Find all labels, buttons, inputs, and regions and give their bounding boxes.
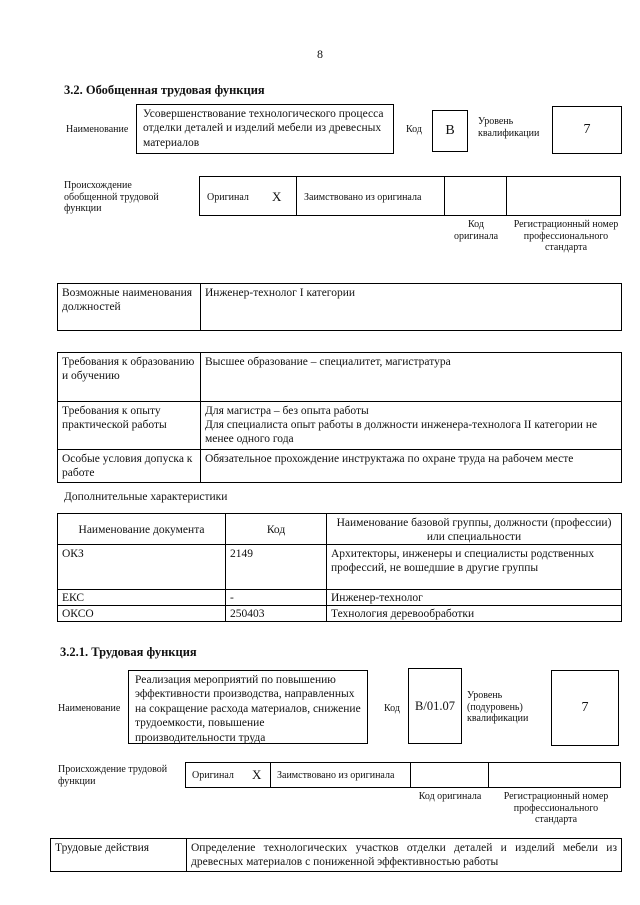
req-experience-line-1: Для магистра – без опыта работы bbox=[205, 405, 369, 417]
labor-actions-value: Определение технологических участков отделки деталей и изделий мебели из древесных материалов с пониженной эффективностью работы bbox=[186, 838, 622, 872]
extra-characteristics-title: Дополнительные характеристики bbox=[64, 491, 228, 503]
reg-number-caption: Регистрационный номер профессионального стандарта bbox=[513, 219, 619, 253]
original-mark: X bbox=[272, 189, 282, 204]
section-title: 3.2. Обобщенная трудовая функция bbox=[64, 83, 265, 97]
req-experience-line-2: Для специалиста опыт работы в должности инженера-технолога II категории не менее одного года bbox=[205, 419, 598, 446]
table-row-okz-name: Архитекторы, инженеры и специалисты родственных профессий, не вошедшие в другие группы bbox=[326, 544, 622, 590]
positions-label: Возможные наименования должностей bbox=[57, 283, 201, 331]
tf-original-mark: X bbox=[252, 767, 262, 782]
name-label: Наименование bbox=[66, 124, 129, 135]
tf-name-label: Наименование bbox=[58, 703, 121, 714]
table-row-okz-code: 2149 bbox=[225, 544, 327, 590]
req-experience-value bbox=[200, 401, 622, 450]
function-name-box: Усовершенствование технологического процесса отделки деталей и изделий мебели из древесных материалов bbox=[136, 104, 394, 154]
table-row-okz-doc: ОКЗ bbox=[57, 544, 226, 590]
req-experience-label: Требования к опыту практической работы bbox=[57, 401, 201, 450]
req-education-value: Высшее образование – специалитет, магистратура bbox=[200, 352, 622, 402]
tf-name-box: Реализация мероприятий по повышению эффективности производства, направленных на сокращение расхода материалов, снижение трудоемкости, повышение производительности труда bbox=[128, 670, 368, 744]
table-row-okso-name: Технология деревообработки bbox=[326, 605, 622, 622]
code-label: Код bbox=[406, 124, 422, 135]
special-conditions-value: Обязательное прохождение инструктажа по охране труда на рабочем месте bbox=[200, 449, 622, 483]
tf-code-label: Код bbox=[384, 703, 400, 714]
page-number: 8 bbox=[317, 47, 323, 61]
origin-label: Происхождение обобщенной трудовой функции bbox=[64, 180, 159, 214]
positions-value: Инженер-технолог I категории bbox=[200, 283, 622, 331]
original-label: Оригинал bbox=[207, 192, 249, 203]
tf-original-label: Оригинал bbox=[192, 770, 234, 781]
tf-reg-number-caption: Регистрационный номер профессионального стандарта bbox=[503, 791, 609, 825]
tf-level-label: Уровень (подуровень) квалификации bbox=[467, 690, 529, 724]
table-header-doc: Наименование документа bbox=[57, 513, 226, 545]
table-row-okso-code: 250403 bbox=[225, 605, 327, 622]
level-label: Уровень квалификации bbox=[478, 116, 540, 139]
tf-code-value: B/01.07 bbox=[408, 668, 462, 744]
subsection-title: 3.2.1. Трудовая функция bbox=[60, 645, 197, 659]
table-row-okso-doc: ОКСО bbox=[57, 605, 226, 622]
code-original-caption: Код оригинала bbox=[453, 219, 499, 242]
tf-code-original-caption: Код оригинала bbox=[418, 791, 482, 802]
special-conditions-label: Особые условия допуска к работе bbox=[57, 449, 201, 483]
level-value: 7 bbox=[552, 106, 622, 154]
table-header-code: Код bbox=[225, 513, 327, 545]
table-row-eks-code: - bbox=[225, 589, 327, 606]
code-value: B bbox=[432, 110, 468, 152]
tf-level-value: 7 bbox=[551, 670, 619, 746]
table-row-eks-name: Инженер-технолог bbox=[326, 589, 622, 606]
table-row-eks-doc: ЕКС bbox=[57, 589, 226, 606]
borrowed-label: Заимствовано из оригинала bbox=[304, 192, 422, 203]
tf-borrowed-label: Заимствовано из оригинала bbox=[277, 770, 395, 781]
req-education-label: Требования к образованию и обучению bbox=[57, 352, 201, 402]
labor-actions-label: Трудовые действия bbox=[50, 838, 187, 872]
tf-origin-label: Происхождение трудовой функции bbox=[58, 764, 168, 787]
table-header-group: Наименование базовой группы, должности (профессии) или специальности bbox=[326, 513, 622, 545]
tf-origin-row bbox=[185, 762, 621, 788]
